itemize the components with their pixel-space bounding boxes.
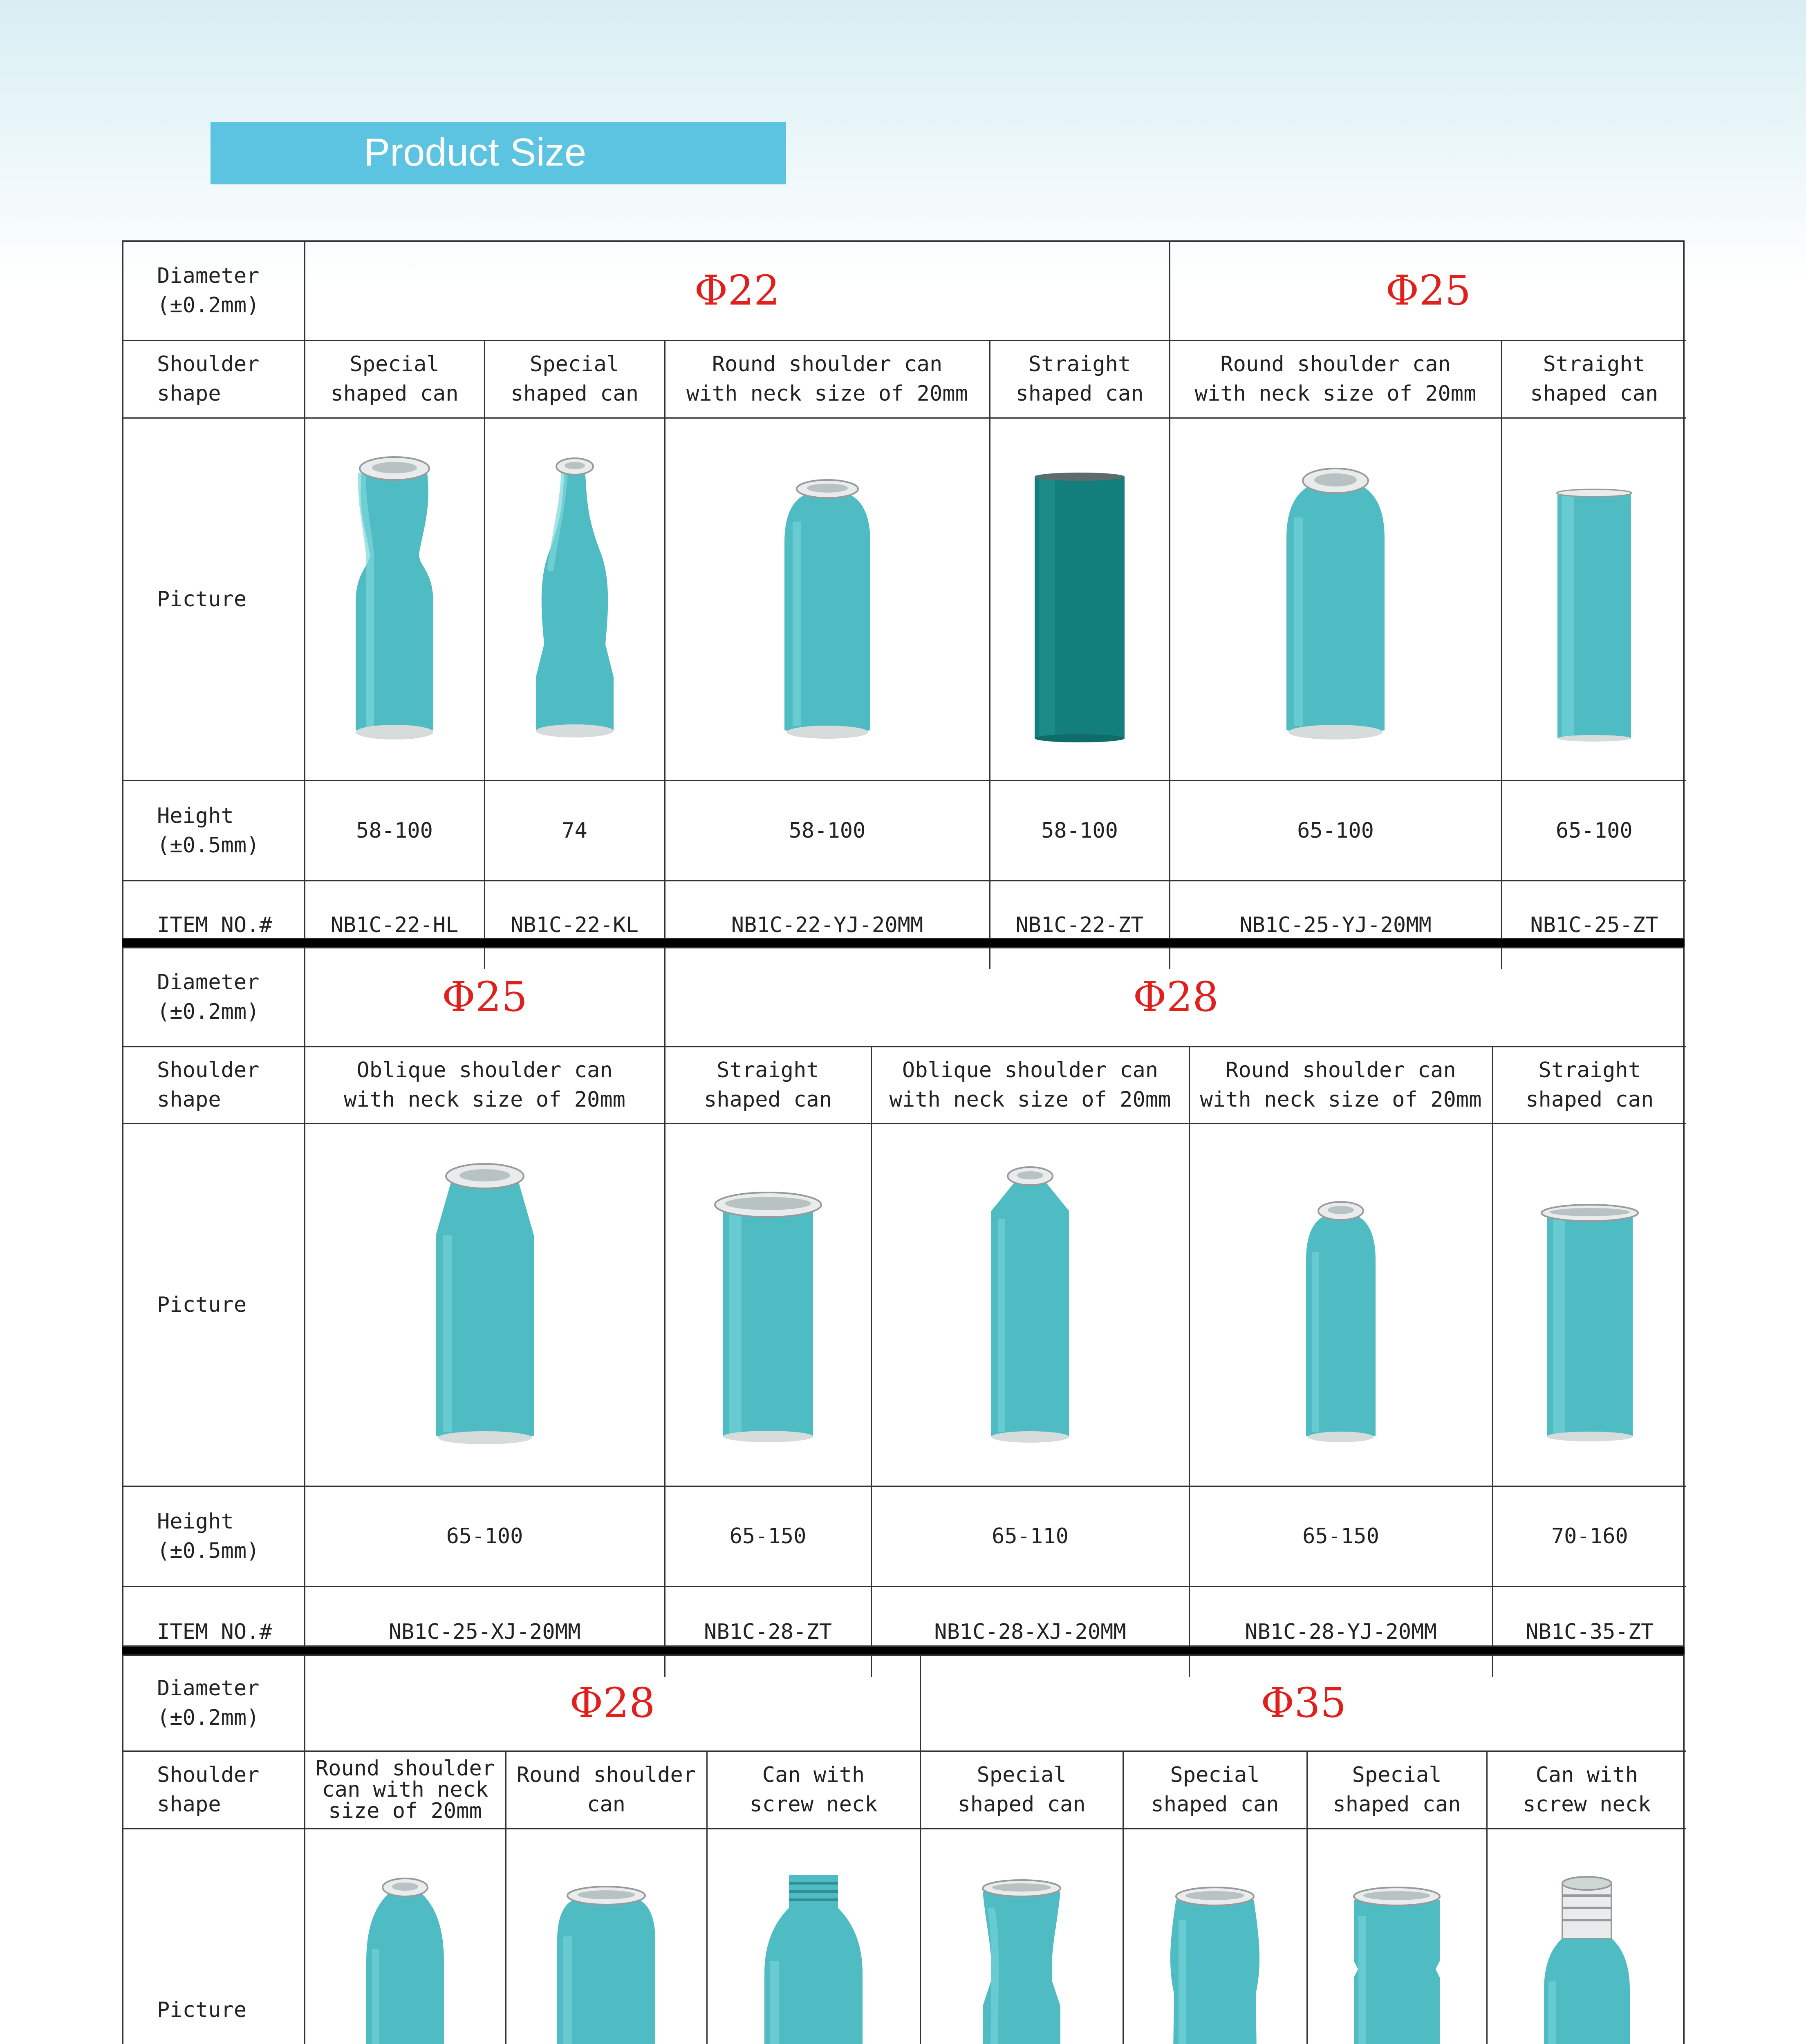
round-shoulder-can-icon [549,1859,663,2044]
size-table-2 [122,947,1685,1647]
item-no-cell: NB1C-28-YJ-20MM [1189,1586,1492,1677]
shoulder-shape-cell: Round shoulder can with neck size of 20mm [1189,1047,1492,1123]
shoulder-shape-cell: Straight shaped can [1492,1047,1686,1123]
shoulder-shape-cell: Special shaped can [920,1751,1123,1829]
oblique-shoulder-can-icon [428,1154,542,1456]
special-shaped-can-icon [345,448,444,751]
straight-can-icon [1549,448,1639,751]
item-no-cell: NB1C-22-HL [305,881,484,969]
shoulder-shape-cell: Oblique shoulder can with neck size of 20mm [305,1047,665,1123]
straight-can-icon [1026,448,1133,751]
product-size-header [211,122,786,184]
shoulder-shape-cell: Can with screw neck [1487,1751,1686,1829]
size-table-1 [122,240,1685,939]
section-divider [122,939,1685,948]
picture-cell [990,418,1170,780]
shoulder-shape-cell: Round shoulder can [506,1751,707,1829]
height-cell: 58-100 [990,780,1170,881]
straight-can-icon [1537,1154,1643,1456]
size-table-3 [122,1654,1685,2044]
picture-label: Picture [123,1123,305,1486]
screw-neck-can-icon [756,1859,871,2044]
item-no-cell: NB1C-22-KL [484,881,665,969]
shoulder-shape-cell: Special shaped can [1123,1751,1307,1829]
item-no-cell: NB1C-35-ZT [1492,1586,1686,1677]
height-cell: 58-100 [665,780,990,881]
height-cell: 65-100 [1501,780,1686,881]
item-no-cell: NB1C-28-XJ-20MM [871,1586,1189,1677]
shoulder-shape-cell: Round shoulder can with neck size of 20mm [1170,340,1501,418]
shoulder-shape-label: Shoulder shape [123,340,305,418]
item-no-cell: NB1C-22-ZT [990,881,1170,969]
diameter-label: Diameter (±0.2mm) [123,1656,305,1751]
picture-cell [305,1829,506,2044]
picture-label: Picture [123,418,305,780]
special-shaped-can-icon [1344,1859,1450,2044]
shoulder-shape-cell: Straight shaped can [1501,340,1686,418]
item-no-label: ITEM NO.# [123,881,305,969]
round-shoulder-can-icon [356,1859,454,2044]
round-shoulder-can-icon [778,448,876,751]
picture-cell [1492,1123,1686,1486]
shoulder-shape-cell: Round shoulder can with neck size of 20mm [665,340,990,418]
diameter-value: Φ22 [305,242,1170,340]
picture-cell [707,1829,920,2044]
oblique-shoulder-can-icon [981,1154,1079,1456]
height-cell: 65-100 [1170,780,1501,881]
special-shaped-can-icon [1162,1859,1268,2044]
height-cell: 65-100 [305,1486,665,1586]
height-cell: 65-150 [1189,1486,1492,1586]
picture-cell [1307,1829,1487,2044]
picture-cell [665,418,990,780]
diameter-value: Φ28 [665,948,1686,1047]
picture-cell [871,1123,1189,1486]
shoulder-shape-cell: Can with screw neck [707,1751,920,1829]
item-no-cell: NB1C-28-ZT [665,1586,871,1677]
picture-cell [1123,1829,1307,2044]
round-shoulder-can-icon [1296,1154,1386,1456]
picture-cell [305,418,484,780]
diameter-value: Φ28 [305,1656,920,1751]
picture-cell [506,1829,707,2044]
shoulder-shape-label: Shoulder shape [123,1047,305,1123]
diameter-label: Diameter (±0.2mm) [123,242,305,340]
screw-neck-can-icon [1534,1859,1640,2044]
picture-cell [305,1123,665,1486]
bottle-shaped-can-icon [526,448,624,751]
item-no-label: ITEM NO.# [123,1586,305,1677]
height-cell: 70-160 [1492,1486,1686,1586]
height-cell: 65-150 [665,1486,871,1586]
item-no-cell: NB1C-25-XJ-20MM [305,1586,665,1677]
picture-cell [1501,418,1686,780]
special-shaped-can-icon [972,1859,1071,2044]
height-label: Height (±0.5mm) [123,1486,305,1586]
shoulder-shape-cell: Special shaped can [484,340,665,418]
picture-cell [1487,1829,1686,2044]
height-cell: 74 [484,780,665,881]
picture-cell [484,418,665,780]
shoulder-shape-cell: Straight shaped can [665,1047,871,1123]
item-no-cell: NB1C-25-ZT [1501,881,1686,969]
diameter-value: Φ35 [920,1656,1686,1751]
diameter-label: Diameter (±0.2mm) [123,948,305,1047]
shoulder-shape-cell: Special shaped can [305,340,484,418]
shoulder-shape-label: Shoulder shape [123,1751,305,1829]
picture-cell [920,1829,1123,2044]
picture-cell [1189,1123,1492,1486]
diameter-value: Φ25 [305,948,665,1047]
item-no-cell: NB1C-22-YJ-20MM [665,881,990,969]
round-shoulder-can-icon [1278,448,1393,751]
picture-cell [1170,418,1501,780]
shoulder-shape-cell: Oblique shoulder can with neck size of 20mm [871,1047,1189,1123]
height-cell: 58-100 [305,780,484,881]
straight-can-icon [711,1154,825,1456]
picture-cell [665,1123,871,1486]
page-title: Product Size [364,130,587,174]
diameter-value: Φ25 [1170,242,1686,340]
item-no-cell: NB1C-25-YJ-20MM [1170,881,1501,969]
shoulder-shape-cell: Round shoulder can with neck size of 20mm [305,1751,506,1829]
height-label: Height (±0.5mm) [123,780,305,881]
shoulder-shape-cell: Special shaped can [1307,1751,1487,1829]
shoulder-shape-cell: Straight shaped can [990,340,1170,418]
picture-label: Picture [123,1829,305,2044]
height-cell: 65-110 [871,1486,1189,1586]
